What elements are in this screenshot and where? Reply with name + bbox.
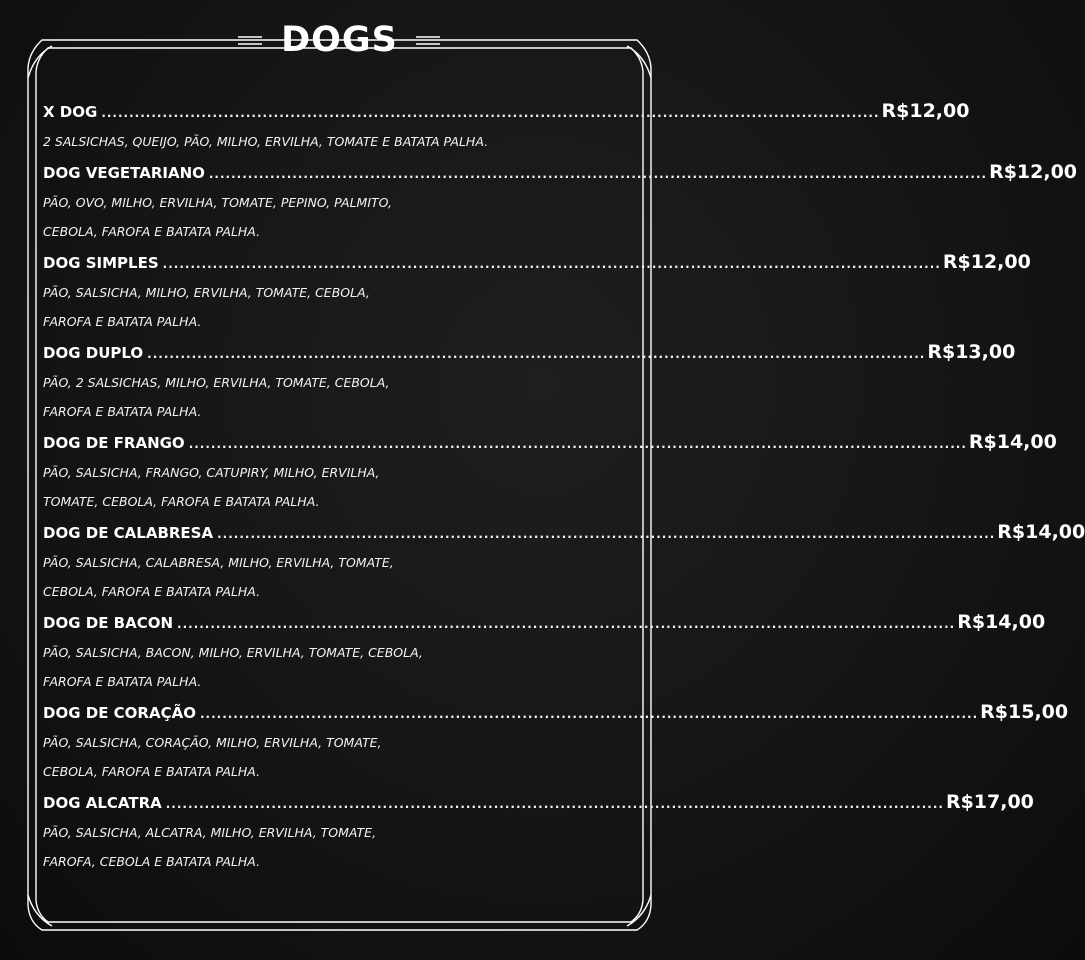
- menu-list: [43, 96, 1085, 877]
- item-description: PÃO, 2 SALSICHAS, MILHO, ERVILHA, TOMATE, CEBOLA,: [43, 374, 390, 390]
- item-description: CEBOLA, FAROFA E BATATA PALHA.: [43, 224, 261, 239]
- menu-item-header: [43, 517, 1085, 548]
- menu-item-header: [43, 96, 970, 127]
- item-description: PÃO, SALSICHA, CALABRESA, MILHO, ERVILHA, TOMATE,: [43, 554, 394, 570]
- item-description: FAROFA E BATATA PALHA.: [43, 404, 202, 419]
- item-description: PÃO, SALSICHA, MILHO, ERVILHA, TOMATE, CEBOLA,: [43, 284, 370, 300]
- menu-item: [43, 787, 1034, 877]
- item-description: PÃO, SALSICHA, FRANGO, CATUPIRY, MILHO, ERVILHA,: [43, 464, 380, 480]
- item-description: PÃO, OVO, MILHO, ERVILHA, TOMATE, PEPINO, PALMITO,: [43, 194, 392, 210]
- menu-item: [43, 517, 1085, 607]
- item-description: CEBOLA, FAROFA E BATATA PALHA.: [43, 584, 261, 599]
- dot-leader: ............................................................................................................................................: [101, 106, 880, 120]
- menu-item: [43, 96, 970, 157]
- item-name: DOG DE CALABRESA: [43, 523, 214, 542]
- item-description: FAROFA, CEBOLA E BATATA PALHA.: [43, 854, 261, 869]
- dot-leader: ............................................................................................................................................: [147, 346, 926, 361]
- item-name: DOG DE BACON: [43, 613, 174, 632]
- item-name: X DOG: [43, 103, 98, 121]
- item-description: PÃO, SALSICHA, CORAÇÃO, MILHO, ERVILHA, TOMATE,: [43, 734, 382, 750]
- menu-item-header: [43, 697, 1069, 728]
- dot-leader: ............................................................................................................................................: [177, 616, 956, 631]
- menu-item-header: [43, 157, 1078, 188]
- item-description: PÃO, SALSICHA, ALCATRA, MILHO, ERVILHA, TOMATE,: [43, 824, 377, 840]
- item-name: DOG DE FRANGO: [43, 433, 185, 452]
- menu-item: [43, 337, 1016, 427]
- item-price: R$14,00: [968, 430, 1057, 453]
- item-price: R$12,00: [881, 100, 970, 122]
- item-price: R$12,00: [942, 250, 1031, 273]
- item-name: DOG SIMPLES: [43, 253, 159, 272]
- menu-item: [43, 607, 1046, 697]
- menu-item: [43, 697, 1069, 787]
- menu-item: [43, 247, 1031, 337]
- item-description: PÃO, SALSICHA, BACON, MILHO, ERVILHA, TOMATE, CEBOLA,: [43, 644, 423, 660]
- item-name: DOG DUPLO: [43, 343, 144, 362]
- item-price: R$14,00: [997, 520, 1085, 543]
- item-name: DOG VEGETARIANO: [43, 163, 205, 182]
- dot-leader: ............................................................................................................................................: [165, 796, 944, 811]
- dot-leader: ............................................................................................................................................: [217, 526, 996, 541]
- item-price: R$15,00: [980, 700, 1069, 723]
- item-description: TOMATE, CEBOLA, FAROFA E BATATA PALHA.: [43, 494, 320, 509]
- item-price: R$17,00: [945, 790, 1034, 813]
- page-title: DOGS: [281, 20, 398, 60]
- item-description: FAROFA E BATATA PALHA.: [43, 674, 202, 689]
- item-description: 2 SALSICHAS, QUEIJO, PÃO, MILHO, ERVILHA, TOMATE E BATATA PALHA.: [43, 134, 489, 149]
- menu-item-header: [43, 787, 1034, 818]
- item-name: DOG ALCATRA: [43, 793, 162, 812]
- menu-item: [43, 427, 1057, 517]
- dot-leader: ............................................................................................................................................: [188, 436, 967, 451]
- menu-item-header: [43, 337, 1016, 368]
- item-description: FAROFA E BATATA PALHA.: [43, 314, 202, 329]
- item-price: R$13,00: [927, 340, 1016, 363]
- item-price: R$12,00: [989, 160, 1078, 183]
- item-name: DOG DE CORAÇÃO: [43, 703, 196, 722]
- dot-leader: ............................................................................................................................................: [199, 706, 979, 721]
- dot-leader: ............................................................................................................................................: [162, 256, 941, 271]
- menu-item: [43, 157, 1078, 247]
- dot-leader: ............................................................................................................................................: [208, 166, 988, 181]
- menu-item-header: [43, 607, 1046, 638]
- item-description: CEBOLA, FAROFA E BATATA PALHA.: [43, 764, 261, 779]
- item-price: R$14,00: [957, 610, 1046, 633]
- menu-item-header: [43, 247, 1031, 278]
- menu-item-header: [43, 427, 1057, 458]
